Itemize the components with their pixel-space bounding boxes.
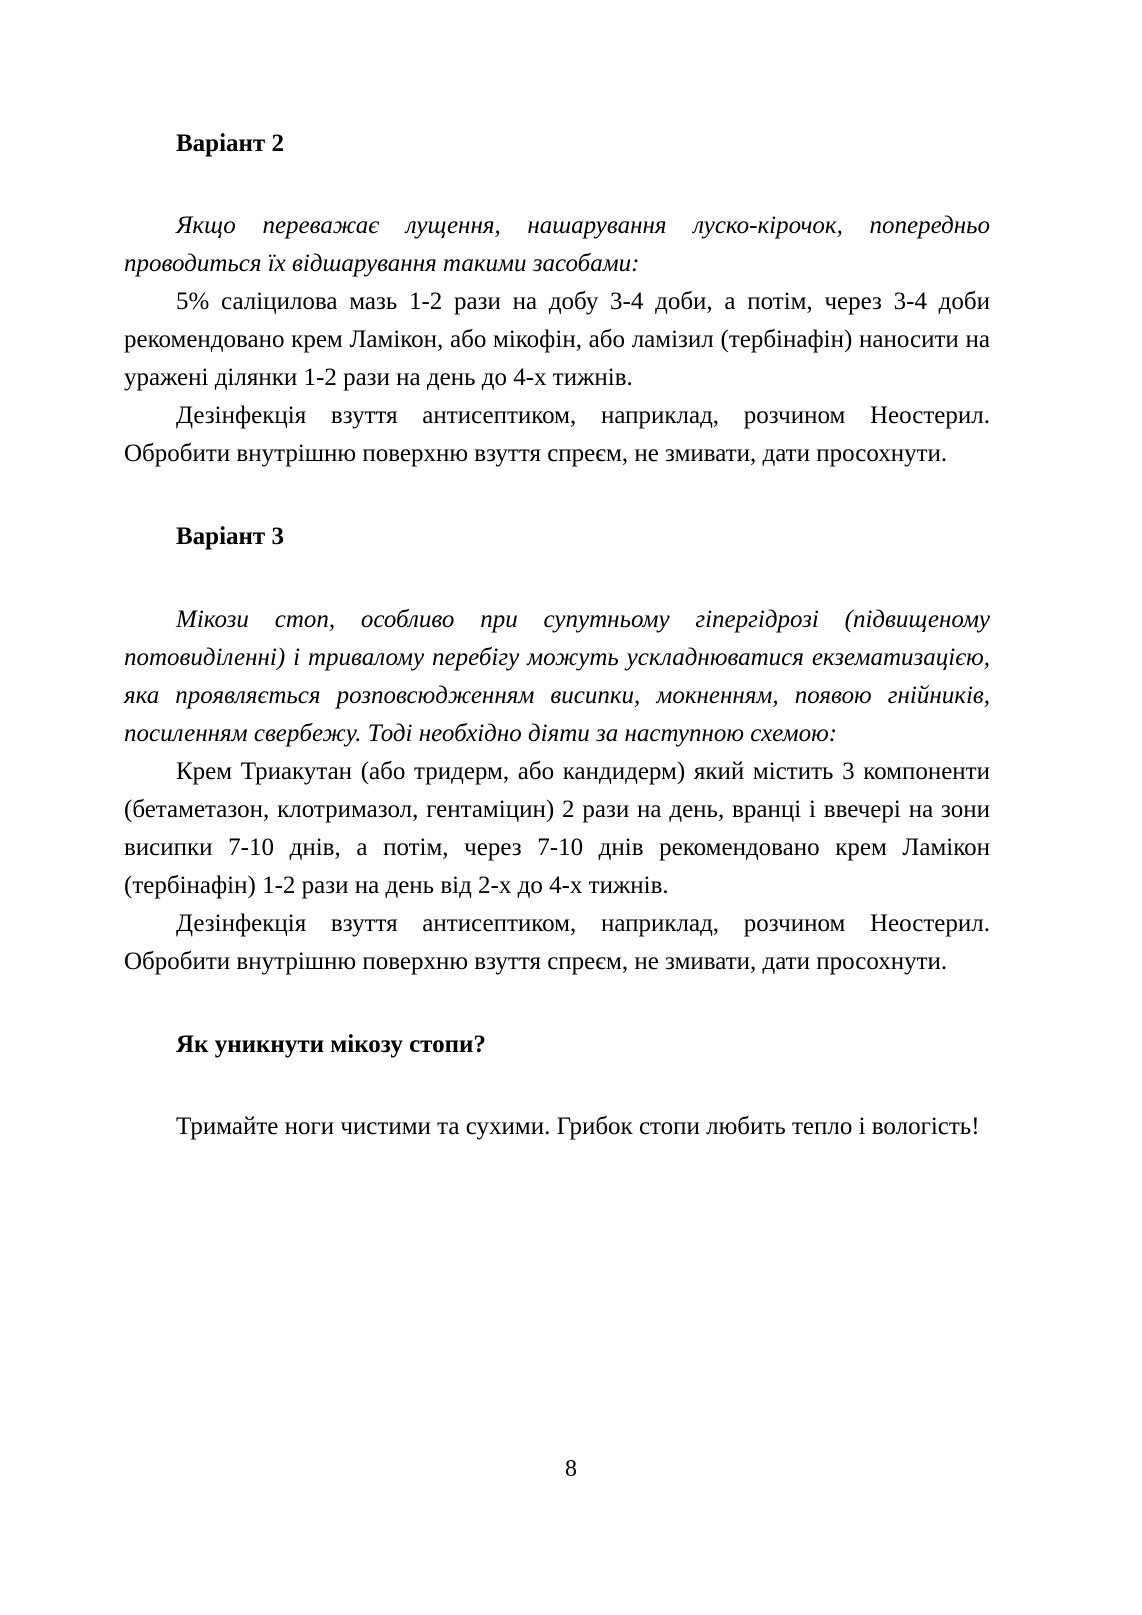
page-number: 8 — [565, 1456, 577, 1482]
spacer — [124, 159, 990, 207]
paragraph-variant-2-disinfection: Дезінфекція взуття антисептиком, наприклад, розчином Неостерил. Обробити внутрішню поверхню взуття спреєм, не змивати, дати просохнути. — [124, 402, 990, 468]
heading-how-to-avoid-mycosis: Як уникнути мікозу стопи? — [176, 1030, 486, 1058]
paragraph-prevention: Тримайте ноги чистими та сухими. Грибок стопи любить тепло і вологість! — [176, 1112, 980, 1140]
paragraph-variant-3-treatment: Крем Триакутан (або тридерм, або кандидерм) який містить 3 компоненти (бетаметазон, клотримазол, гентаміцин) 2 рази на день, вранці і ввечері на зони висипки 7-10 днів, а потім, через 7-10 днів рекомендовано крем Ламікон (тербінафін) 1-2 рази на день від 2-х до 4-х тижнів. — [124, 757, 990, 899]
spacer — [124, 981, 990, 1029]
paragraph-variant-3-intro: Мікози стоп, особливо при супутньому гіпергідрозі (підвищеному потовиділенні) і тривалому перебігу можуть ускладнюватися екзематизацією, яка проявляється розповсюдженням висипки, мокненням, появою гнійників, посиленням свербежу. Тоді необхідно діяти за наступною схемою: — [124, 605, 990, 747]
document-body — [124, 128, 990, 1146]
spacer — [124, 1060, 990, 1108]
spacer — [124, 473, 990, 521]
paragraph-variant-2-intro: Якщо переважає лущення, нашарування луско-кірочок, попередньо проводиться їх відшарування такими засобами: — [124, 212, 990, 278]
paragraph-variant-3-disinfection: Дезінфекція взуття антисептиком, наприклад, розчином Неостерил. Обробити внутрішню поверхню взуття спреєм, не змивати, дати просохнути. — [124, 909, 990, 975]
heading-variant-2: Варіант 2 — [176, 130, 284, 157]
paragraph-variant-2-treatment: 5% саліцилова мазь 1-2 рази на добу 3-4 доби, а потім, через 3-4 доби рекомендовано крем Ламікон, або мікофін, або ламізил (тербінафін) наносити на уражені ділянки 1-2 рази на день до 4-х тижнів. — [124, 288, 990, 392]
heading-variant-3: Варіант 3 — [176, 523, 284, 551]
spacer — [124, 553, 990, 601]
